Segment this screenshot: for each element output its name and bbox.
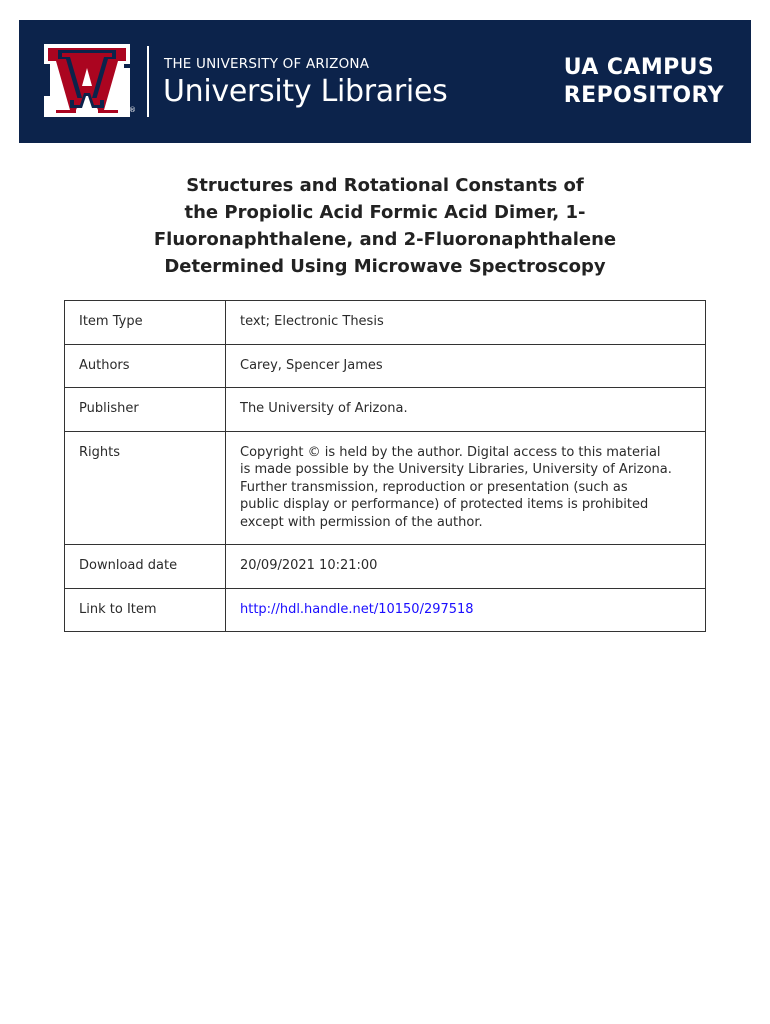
repository-line-2: REPOSITORY [563,83,724,108]
table-row [65,388,706,432]
header-banner [19,20,751,143]
repository-line-1: UA CAMPUS [563,55,715,80]
item-type-label: Item Type [65,301,226,345]
table-row [65,588,706,632]
title-line-3: Fluoronaphthalene, and 2-Fluoronaphthalene [153,229,617,250]
rights-label: Rights [65,431,226,545]
table-row [65,344,706,388]
title-line-1: Structures and Rotational Constants of [186,175,584,196]
link-label: Link to Item [65,588,226,632]
title-line-4: Determined Using Microwave Spectroscopy [164,256,606,277]
repository-title [564,54,724,110]
rights-line-5: except with permission of the author. [240,514,483,530]
registered-mark: ® [129,106,136,114]
publisher-label: Publisher [65,388,226,432]
authors-label: Authors [65,344,226,388]
download-date-label: Download date [65,545,226,589]
libraries-name: University Libraries [163,74,448,109]
banner-divider [147,46,149,117]
publisher-value: The University of Arizona. [226,388,706,432]
handle-link[interactable]: http://hdl.handle.net/10150/297518 [240,601,474,617]
title-line-2: the Propiolic Acid Formic Acid Dimer, 1- [184,202,586,223]
university-name: THE UNIVERSITY OF ARIZONA [164,56,370,72]
link-cell [226,588,706,632]
item-type-value: text; Electronic Thesis [226,301,706,345]
rights-line-1: Copyright © is held by the author. Digital access to this material [240,444,661,460]
table-row [65,431,706,545]
arizona-a-logo-icon [44,44,130,117]
rights-value [226,431,706,545]
rights-line-4: public display or performance) of protected items is prohibited [240,497,649,512]
document-title [100,172,670,280]
rights-line-3: Further transmission, reproduction or presentation (such as [240,479,628,495]
metadata-table [64,300,706,632]
table-row [65,545,706,589]
table-row [65,301,706,345]
download-date-value: 20/09/2021 10:21:00 [226,545,706,589]
authors-value: Carey, Spencer James [226,344,706,388]
rights-line-2: is made possible by the University Libraries, University of Arizona. [240,462,672,477]
